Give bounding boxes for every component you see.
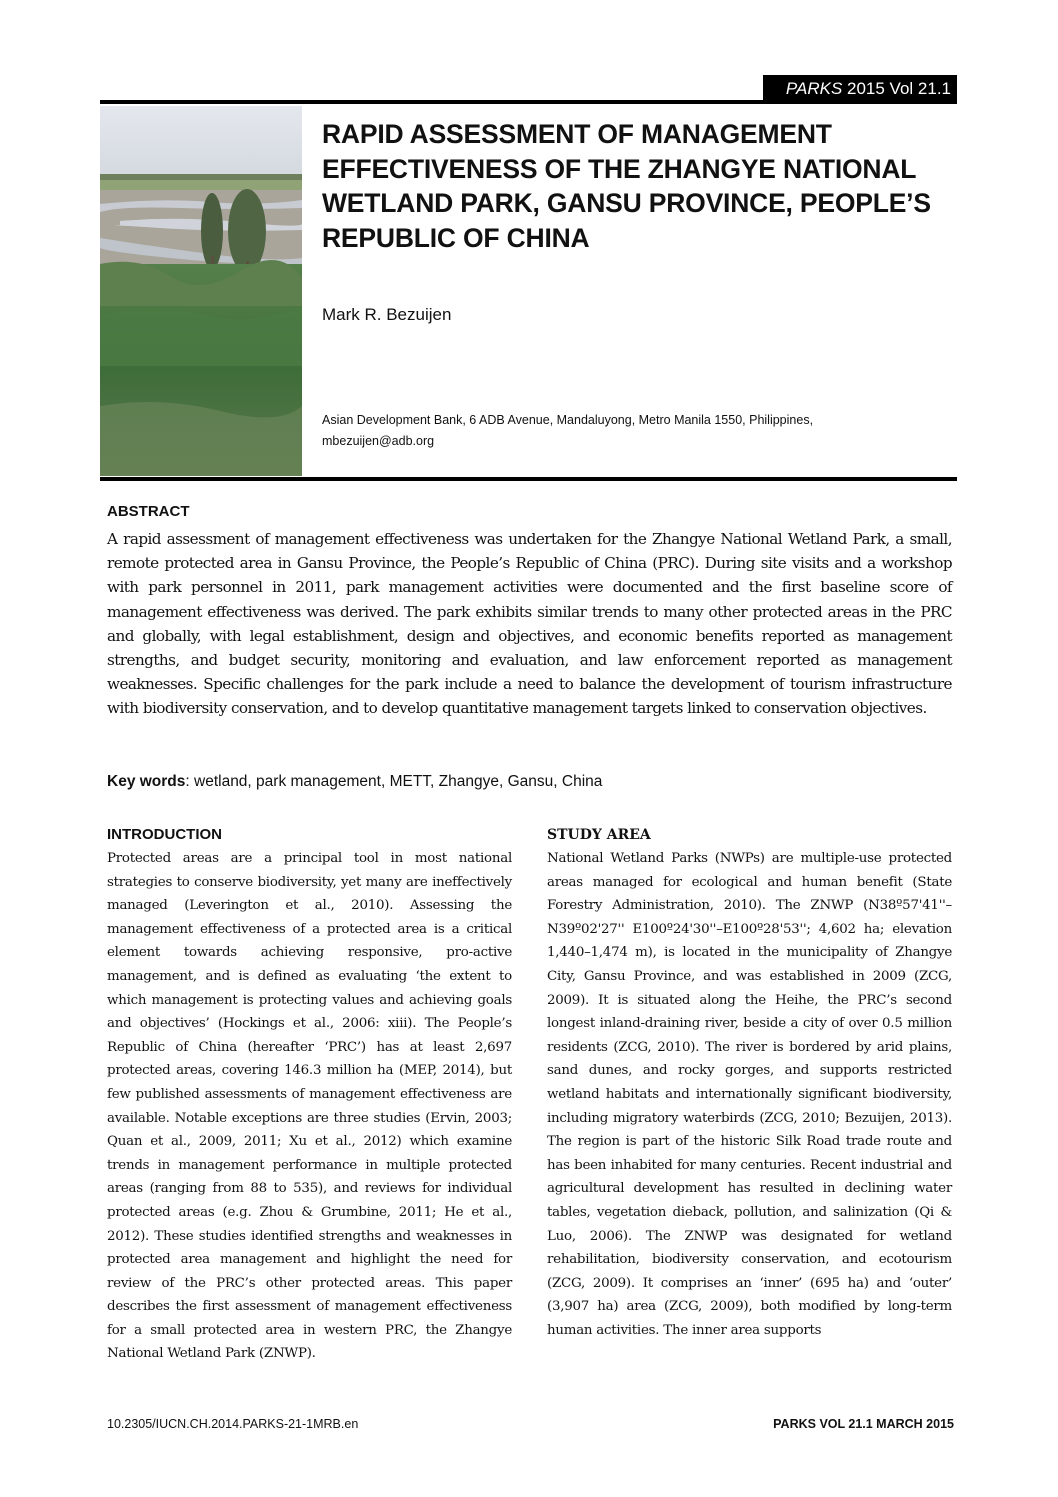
section-rule [100,477,957,481]
introduction-heading: INTRODUCTION [107,826,222,843]
affiliation-address: Asian Development Bank, 6 ADB Avenue, Mandaluyong, Metro Manila 1550, Philippines, [322,413,814,427]
keywords-value: : wetland, park management, METT, Zhangye, Gansu, China [185,773,603,790]
study-area-section [547,824,952,1342]
introduction-text: Protected areas are a principal tool in most national strategies to conserve biodiversity, yet many are ineffectively managed (Leverington et al., 2010). Assessing the management effectiveness of a protected area is a critical element towards achieving responsive, pro-active management, and is defined as evaluating ‘the extent to which management is protecting values and achieving goals and objectives’ (Hockings et al., 2006: xiii). The People’s Republic of China (hereafter ‘PRC’) has at least 2,697 protected areas, covering 146.3 million ha (MEP, 2014), but few published assessments of management effectiveness are available. Notable exceptions are three studies (Ervin, 2003; Quan et al., 2009, 2011; Xu et al., 2012) which examine trends in management performance in multiple protected areas (ranging from 88 to 535), and reviews for individual protected areas (e.g. Zhou & Grumbine, 2011; He et al., 2012). These studies identified strengths and weaknesses in protected area management and highlight the need for review of the PRC’s other protected areas. This paper describes the first assessment of management effectiveness for a small protected area in western PRC, the Zhangye National Wetland Park (ZNWP). [107,851,512,1362]
cover-photo [100,106,302,476]
author-email[interactable]: mbezuijen@adb.org [322,434,435,448]
study-area-heading: STUDY AREA [547,827,651,843]
footer-issue: PARKS VOL 21.1 MARCH 2015 [773,1417,954,1431]
author-name: Mark R. Bezuijen [322,305,452,324]
introduction-section [107,824,512,1366]
journal-issue: 2015 Vol 21.1 [847,79,951,98]
journal-name: PARKS [785,79,843,98]
keywords [107,773,602,791]
journal-tag [763,75,957,102]
author-affiliation [322,410,952,452]
abstract-text: A rapid assessment of management effectiveness was undertaken for the Zhangye National Wetland Park, a small, remote protected area in Gansu Province, the People’s Republic of China (PRC). During site visits and a workshop with park personnel in 2011, park management activities were documented and the first baseline score of management effectiveness was derived. The park exhibits similar trends to many other protected areas in the PRC and globally, with legal establishment, design and objectives, and economic benefits reported as management strengths, and budget security, monitoring and evaluation, and law enforcement reported as management weaknesses. Specific challenges for the park include a need to balance the development of tourism infrastructure with biodiversity conservation, and to develop quantitative management targets linked to conservation objectives. [107,530,952,718]
study-area-text: National Wetland Parks (NWPs) are multiple-use protected areas managed for ecological and human benefit (State Forestry Administration, 2010). The ZNWP (N38º57'41''–N39º02'27'' E100º24'30''–E100º28'53''; 4,602 ha; elevation 1,440–1,474 m), is located in the municipality of Zhangye City, Gansu Province, and was established in 2009 (ZCG, 2009). It is situated along the Heihe, the PRC’s second longest inland-draining river, beside a city of over 0.5 million residents (ZCG, 2010). The river is bordered by arid plains, sand dunes, and rocky gorges, and supports restricted wetland habitats and internationally significant biodiversity, including migratory waterbirds (ZCG, 2010; Bezuijen, 2013). The region is part of the historic Silk Road trade route and has been inhabited for many centuries. Recent industrial and agricultural development has resulted in declining water tables, vegetation dieback, pollution, and salinization (Qi & Luo, 2006). The ZNWP was designated for wetland rehabilitation, biodiversity conservation, and ecotourism (ZCG, 2009). It comprises an ‘inner’ (695 ha) and ‘outer’ (3,907 ha) area (ZCG, 2009), both modified by long-term human activities. The inner area supports [547,851,952,1338]
footer-doi: 10.2305/IUCN.CH.2014.PARKS-21-1MRB.en [107,1417,359,1431]
article-title: RAPID ASSESSMENT OF MANAGEMENT EFFECTIVENESS OF THE ZHANGYE NATIONAL WETLAND PARK, GANSU PROVINCE, PEOPLE’S REPUBLIC OF CHINA [322,119,931,253]
abstract-heading: ABSTRACT [107,503,190,520]
keywords-label: Key words [107,773,186,790]
